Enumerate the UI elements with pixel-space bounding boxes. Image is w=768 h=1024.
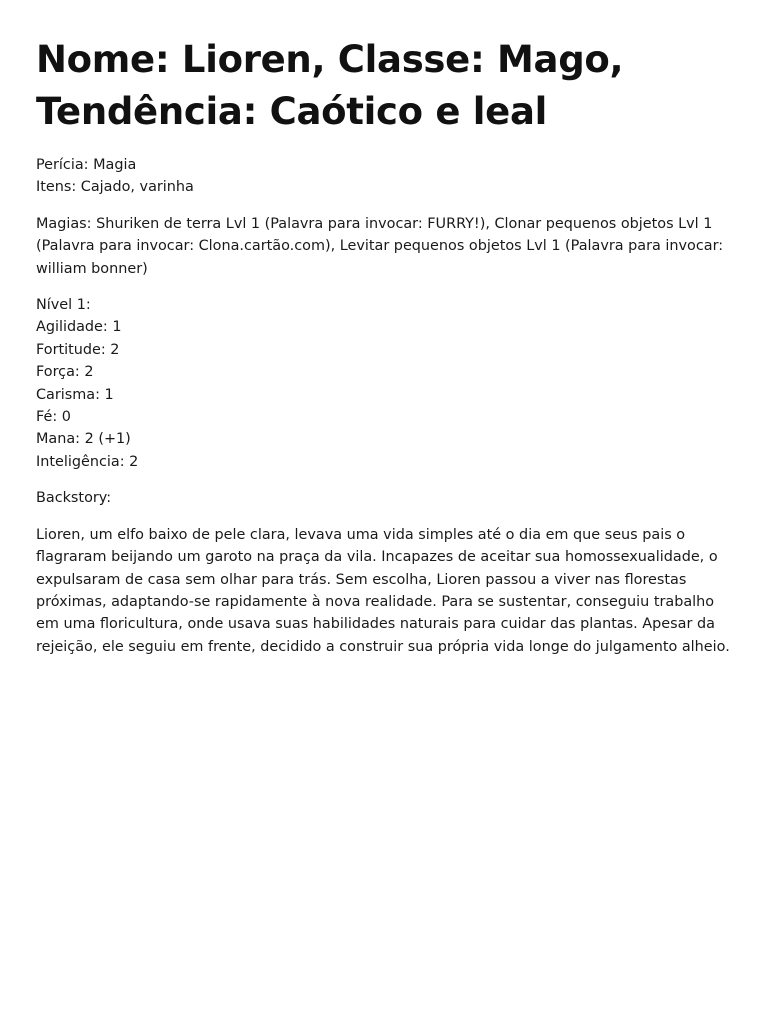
strength-stat: Força: 2 — [36, 364, 94, 381]
fortitude-stat: Fortitude: 2 — [36, 341, 120, 358]
mana-stat: Mana: 2 (+1) — [36, 431, 131, 448]
charisma-stat: Carisma: 1 — [36, 386, 114, 403]
backstory-line: próximas, adaptando-se rapidamente à nova realidade. Para se sustentar, conseguiu trabalho — [36, 593, 715, 610]
page-title: Nome: Lioren, Classe: Mago, Tendência: Caótico e leal — [36, 38, 624, 133]
backstory-line: Lioren, um elfo baixo de pele clara, levava uma vida simples até o dia em que seus pais o — [36, 526, 686, 543]
stats-block — [36, 294, 736, 473]
backstory-heading: Backstory: — [36, 490, 112, 507]
spells-block — [36, 213, 736, 280]
backstory-line: expulsaram de casa sem olhar para trás. Sem escolha, Lioren passou a viver nas florestas — [36, 571, 687, 588]
backstory-heading-block — [36, 487, 736, 509]
faith-stat: Fé: 0 — [36, 409, 71, 426]
backstory-line: em uma floricultura, onde usava suas habilidades naturais para cuidar das plantas. Apesar da — [36, 616, 715, 633]
spells-line-1: Magias: Shuriken de terra Lvl 1 (Palavra para invocar: FURRY!), Clonar pequenos objetos Lvl 1 — [36, 215, 713, 232]
items-line: Itens: Cajado, varinha — [36, 179, 194, 196]
document-page — [36, 34, 736, 672]
intelligence-stat: Inteligência: 2 — [36, 453, 139, 470]
agility-stat: Agilidade: 1 — [36, 319, 122, 336]
backstory-line: rejeição, ele seguiu em frente, decidido a construir sua própria vida longe do julgamento alheio. — [36, 638, 730, 655]
spells-line-2: (Palavra para invocar: Clona.cartão.com), Levitar pequenos objetos Lvl 1 (Palavra para invocar: — [36, 238, 724, 255]
spells-line-3: william bonner) — [36, 260, 148, 277]
backstory-paragraph — [36, 524, 736, 658]
backstory-line: flagraram beijando um garoto na praça da vila. Incapazes de aceitar sua homossexualidade, o — [36, 549, 718, 566]
level-line: Nível 1: — [36, 297, 91, 314]
info-block — [36, 154, 736, 199]
skill-line: Perícia: Magia — [36, 157, 137, 173]
